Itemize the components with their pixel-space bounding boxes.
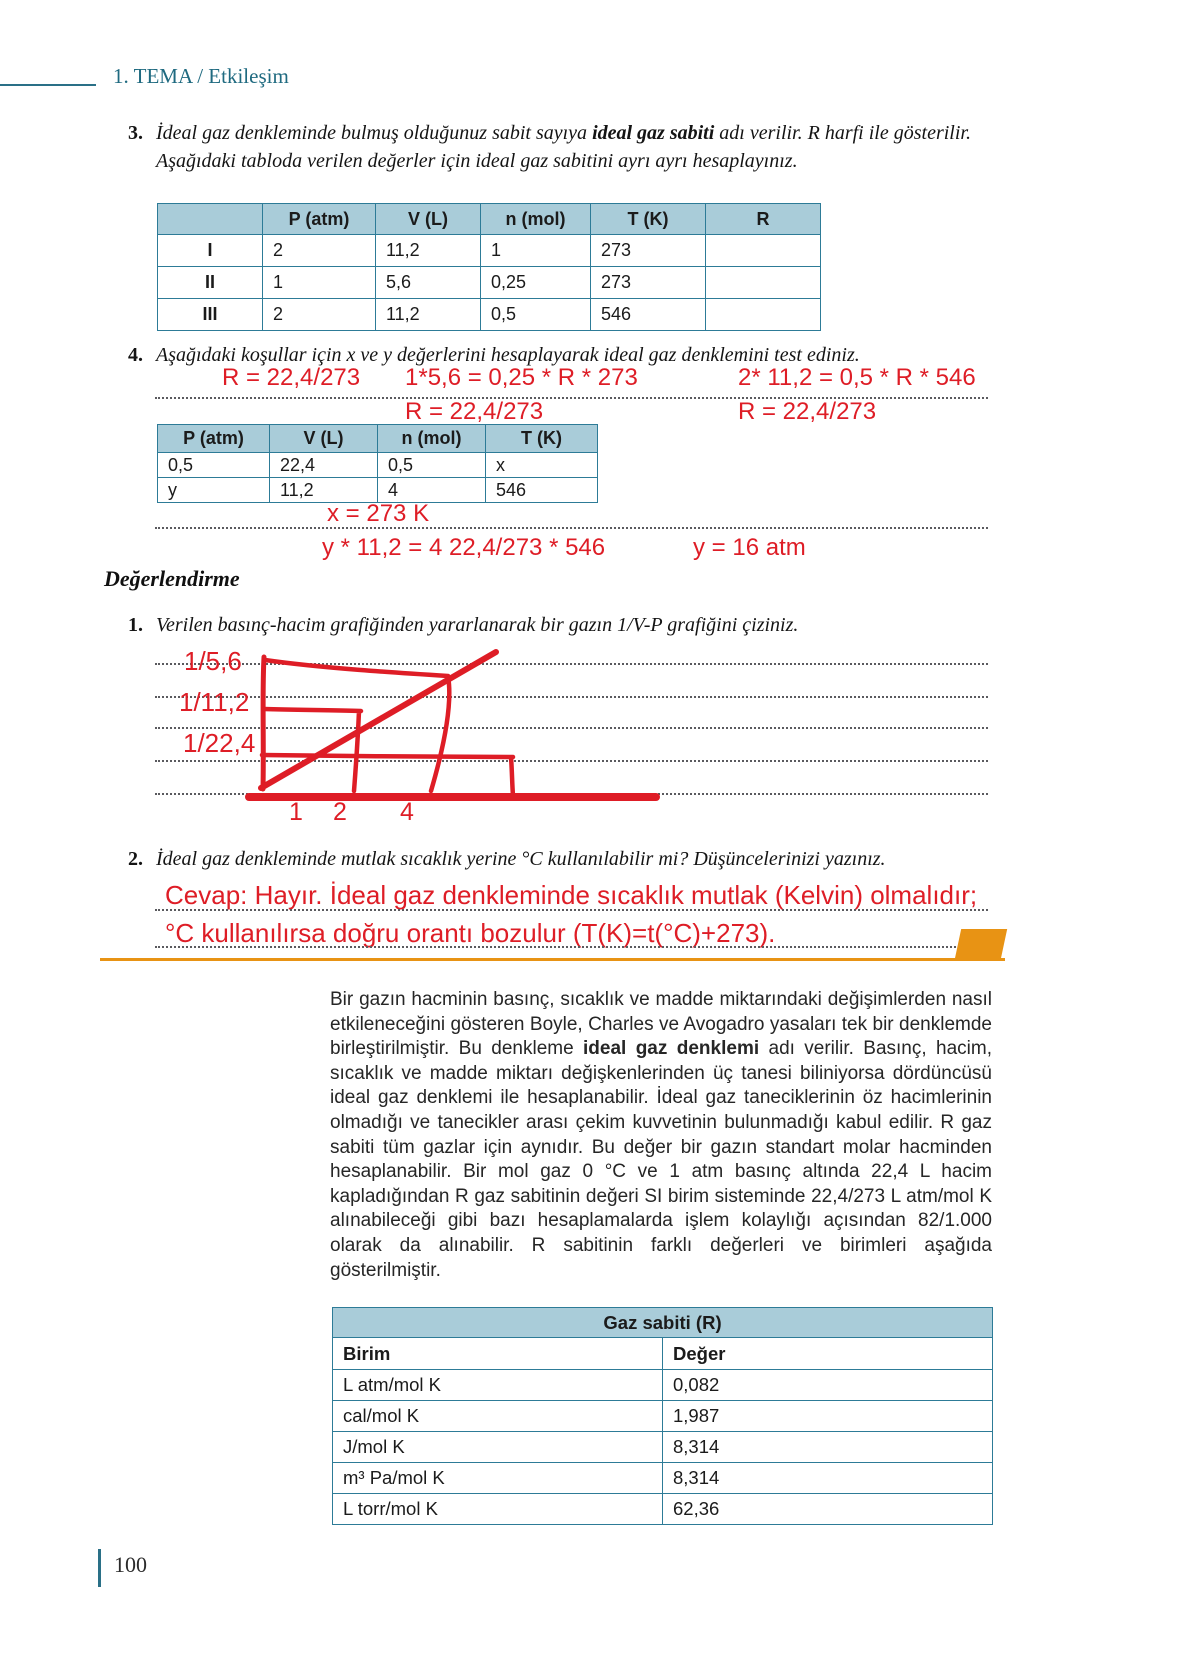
info-paragraph <box>330 988 992 1283</box>
handwritten-annotation: 2* 11,2 = 0,5 * R * 546 <box>738 364 976 391</box>
table-cell: 11,2 <box>376 235 481 267</box>
table-header-cell: n (mol) <box>481 204 591 235</box>
handwritten-answer: Cevap: Hayır. İdeal gaz denkleminde sıcaklık mutlak (Kelvin) olmalıdır; <box>165 880 978 910</box>
table-cell: 8,314 <box>663 1463 993 1494</box>
graph-x-label: 2 <box>333 798 347 826</box>
graph-y-label: 1/22,4 <box>183 728 256 758</box>
table-title-row <box>333 1308 993 1338</box>
table-cell: J/mol K <box>333 1432 663 1463</box>
table-row <box>158 478 598 503</box>
table-title: Gaz sabiti (R) <box>333 1308 993 1338</box>
handwritten-answer: °C kullanılırsa doğru orantı bozulur (T(K)=t(°C)+273). <box>165 918 776 948</box>
handwritten-annotation: x = 273 K <box>327 500 430 527</box>
table-cell: 22,4 <box>270 453 378 478</box>
table-header-cell <box>158 204 263 235</box>
question-4-text: Aşağıdaki koşullar için x ve y değerlerini hesaplayarak ideal gaz denklemini test ediniz. <box>156 344 860 366</box>
question-3-number: 3. <box>128 122 143 144</box>
question-3-bold-term: ideal gaz sabiti <box>592 122 715 144</box>
table-cell: 62,36 <box>663 1494 993 1525</box>
column-header: Birim <box>333 1338 663 1370</box>
table-row <box>333 1401 993 1432</box>
graph-x-label: 1 <box>289 798 303 826</box>
hand-drawn-graph <box>150 600 1010 840</box>
table-cell: 2 <box>263 299 376 331</box>
graph-x-label: 4 <box>400 798 414 826</box>
table-row <box>333 1494 993 1525</box>
table-cell <box>706 299 821 331</box>
table-cell <box>706 235 821 267</box>
handwritten-annotation: R = 22,4/273 <box>738 398 877 425</box>
xy-values-table <box>157 424 598 503</box>
eval-question-2-text: İdeal gaz denkleminde mutlak sıcaklık yerine °C kullanılabilir mi? Düşüncelerinizi yazınız. <box>156 848 886 870</box>
header-rule <box>0 84 96 86</box>
table-header-cell: V (L) <box>270 425 378 453</box>
orange-corner-tab <box>955 929 1007 959</box>
table-cell <box>706 267 821 299</box>
table-header-cell: n (mol) <box>378 425 486 453</box>
table-header-row <box>158 425 598 453</box>
paragraph-text-tail: adı verilir. Basınç, hacim, sıcaklık ve madde miktarı değişkenlerinden üç tanesi biliniyorsa dördüncüsü ideal gaz denklemi ile hesaplanabilir. İdeal gaz taneciklerinin öz hacimlerinin olmadığı ve tanecikler arası çekim kuvvetinin bulunmadığı kabul edilir. R gaz sabiti tüm gazlar için aynıdır. Bu değer bir gazın standart molar hacminden hesaplanabilir. Bir mol gaz 0 °C ve 1 atm basınç altında 22,4 L hacim kapladığından R gaz sabitinin değeri SI birim sisteminde 22,4/273 L atm/mol K alınabileceği gibi bazı hesaplamalarda işlem kolaylığı açısından 82/1.000 olarak da alınabilir. R sabitinin farklı değerleri ve birimleri aşağıda gösterilmiştir. <box>330 1038 992 1281</box>
table-row <box>333 1370 993 1401</box>
handwritten-annotation: R = 22,4/273 <box>405 398 544 425</box>
table-cell: 0,25 <box>481 267 591 299</box>
answer-line <box>155 909 988 911</box>
table-cell: 11,2 <box>376 299 481 331</box>
table-header-cell: R <box>706 204 821 235</box>
row-label: I <box>158 235 263 267</box>
handwritten-annotation: 1*5,6 = 0,25 * R * 273 <box>405 364 638 391</box>
table-cell: y <box>158 478 270 503</box>
gas-constant-table <box>332 1307 993 1525</box>
table-cell: 0,5 <box>378 453 486 478</box>
section-title-evaluation: Değerlendirme <box>104 566 240 591</box>
graph-y-label: 1/5,6 <box>184 646 242 676</box>
table-row <box>333 1432 993 1463</box>
table-cell: L atm/mol K <box>333 1370 663 1401</box>
table-row <box>158 267 821 299</box>
row-label: III <box>158 299 263 331</box>
table-cell: 273 <box>591 235 706 267</box>
column-header: Değer <box>663 1338 993 1370</box>
question-4-number: 4. <box>128 344 143 366</box>
eval-question-1-number: 1. <box>128 614 143 636</box>
graph-y-label: 1/11,2 <box>179 687 250 717</box>
table-header-row <box>158 204 821 235</box>
answer-line <box>155 946 988 948</box>
answer-line <box>155 527 988 529</box>
table-cell: 5,6 <box>376 267 481 299</box>
table-header-cell: V (L) <box>376 204 481 235</box>
table-header-cell: P (atm) <box>158 425 270 453</box>
table-cell: 1 <box>263 267 376 299</box>
gas-values-table <box>157 203 821 331</box>
paragraph-bold-term: ideal gaz denklemi <box>583 1038 760 1060</box>
table-header-cell: P (atm) <box>263 204 376 235</box>
page-number-bar <box>98 1549 101 1587</box>
question-3-line2: Aşağıdaki tabloda verilen değerler için ideal gaz sabitini ayrı ayrı hesaplayınız. <box>156 150 798 172</box>
table-cell: 2 <box>263 235 376 267</box>
eval-question-2-number: 2. <box>128 848 143 870</box>
table-row <box>158 453 598 478</box>
paragraph-text: Bir gazın hacminin basınç, sıcaklık ve madde miktarındaki değişimlerden nasıl etkileneceğini gösteren Boyle, Charles ve Avogadro yasaları tek bir denklemde birleştirilmiştir. Bu denkleme <box>330 989 992 1060</box>
handwritten-annotation: y = 16 atm <box>693 534 806 561</box>
question-3-line1 <box>156 122 971 145</box>
eval-question-1-text: Verilen basınç-hacim grafiğinden yararlanarak bir gazın 1/V-P grafiğini çiziniz. <box>156 614 799 636</box>
graph-curve-low <box>262 755 513 796</box>
row-label: II <box>158 267 263 299</box>
table-row <box>158 235 821 267</box>
table-cell: 1,987 <box>663 1401 993 1432</box>
table-cell: 1 <box>481 235 591 267</box>
graph-y-axis <box>263 657 264 789</box>
table-cell: 11,2 <box>270 478 378 503</box>
table-row <box>333 1463 993 1494</box>
question-3-text: İdeal gaz denkleminde bulmuş olduğunuz sabit sayıya <box>156 122 593 144</box>
table-cell: 546 <box>486 478 598 503</box>
section-divider <box>100 958 1005 961</box>
table-header-cell: T (K) <box>591 204 706 235</box>
table-cell: cal/mol K <box>333 1401 663 1432</box>
table-cell: m³ Pa/mol K <box>333 1463 663 1494</box>
table-header-row <box>333 1338 993 1370</box>
table-cell: 0,5 <box>158 453 270 478</box>
page-header: 1. TEMA / Etkileşim <box>113 64 289 88</box>
table-cell: L torr/mol K <box>333 1494 663 1525</box>
handwritten-annotation: y * 11,2 = 4 22,4/273 * 546 <box>322 534 606 561</box>
handwritten-annotation: R = 22,4/273 <box>222 364 361 391</box>
table-cell: x <box>486 453 598 478</box>
table-cell: 4 <box>378 478 486 503</box>
table-cell: 546 <box>591 299 706 331</box>
table-cell: 273 <box>591 267 706 299</box>
question-3-text-tail: adı verilir. R harfi ile gösterilir. <box>714 122 971 144</box>
table-cell: 8,314 <box>663 1432 993 1463</box>
table-cell: 0,5 <box>481 299 591 331</box>
page-number: 100 <box>114 1552 147 1577</box>
table-row <box>158 299 821 331</box>
table-cell: 0,082 <box>663 1370 993 1401</box>
table-header-cell: T (K) <box>486 425 598 453</box>
